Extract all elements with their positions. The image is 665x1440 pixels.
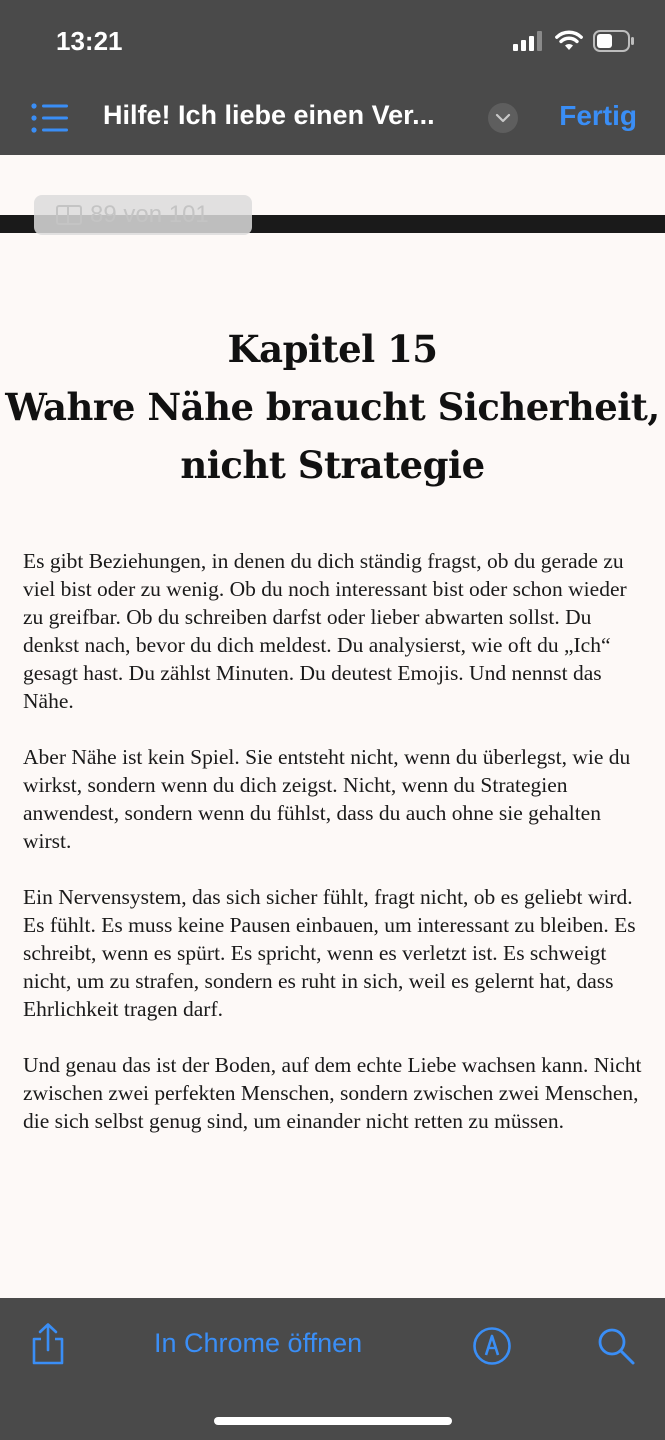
chevron-down-icon[interactable]	[488, 103, 518, 133]
chapter-number: Kapitel 15	[227, 327, 438, 371]
open-in-chrome-button[interactable]: In Chrome öffnen	[154, 1328, 363, 1358]
book-icon	[56, 205, 82, 225]
document-viewer[interactable]	[0, 155, 665, 1298]
markup-icon[interactable]	[472, 1326, 512, 1366]
done-button[interactable]: Fertig	[559, 100, 637, 131]
wifi-icon	[555, 30, 583, 57]
chapter-body	[23, 547, 648, 1163]
paragraph: Und genau das ist der Boden, auf dem echte Liebe wachsen kann. Nicht zwischen zwei perfekten Menschen, sondern zwischen zwei Menschen, die sich selbst genug sind, um einander nicht retten zu müssen.	[23, 1053, 642, 1133]
share-icon[interactable]	[28, 1322, 68, 1366]
page-indicator-label: 89 von 101	[90, 201, 209, 228]
paragraph: Ein Nervensystem, das sich sicher fühlt, fragt nicht, ob es geliebt wird. Es fühlt. Es muss keine Pausen einbauen, um interessant zu bleiben. Es schreibt, wenn es spürt. Es spricht, wenn es verletzt ist. Es schweigt nicht, um zu strafen, sondern es ruht in sich, weil es gelernt hat, dass Ehrlichkeit tragen darf.	[23, 885, 636, 1021]
chapter-title-line-1: Wahre Nähe braucht Sicherheit,	[5, 385, 660, 429]
home-indicator[interactable]	[214, 1417, 452, 1425]
chapter-title-line-2: nicht Strategie	[180, 443, 485, 487]
search-icon[interactable]	[596, 1326, 636, 1366]
status-icons	[513, 30, 635, 57]
chapter-heading	[0, 320, 665, 494]
signal-icon	[513, 31, 545, 56]
battery-icon	[593, 30, 635, 57]
paragraph: Es gibt Beziehungen, in denen du dich ständig fragst, ob du gerade zu viel bist oder zu wenig. Ob du noch interessant bist oder schon wieder zu greifbar. Ob du schreiben darfst oder lieber abwarten sollst. Du denkst nach, bevor du dich meldest. Du analysierst, wie oft du „Ich“ gesagt hast. Du zählst Minuten. Du deutest Emojis. Und nennst das Nähe.	[23, 549, 627, 713]
page-indicator	[34, 195, 252, 235]
document-title: Hilfe! Ich liebe einen Ver...	[103, 100, 435, 130]
status-bar	[0, 0, 665, 80]
paragraph: Aber Nähe ist kein Spiel. Sie entsteht nicht, wenn du überlegst, wie du wirkst, sondern wenn du dich zeigst. Nicht, wenn du Strategien anwendest, sondern wenn du fühlst, dass du auch ohne sie gehalten wirst.	[23, 745, 631, 853]
nav-bar	[0, 80, 665, 155]
list-icon[interactable]	[28, 98, 72, 138]
bottom-toolbar	[0, 1298, 665, 1440]
status-time: 13:21	[56, 26, 123, 56]
